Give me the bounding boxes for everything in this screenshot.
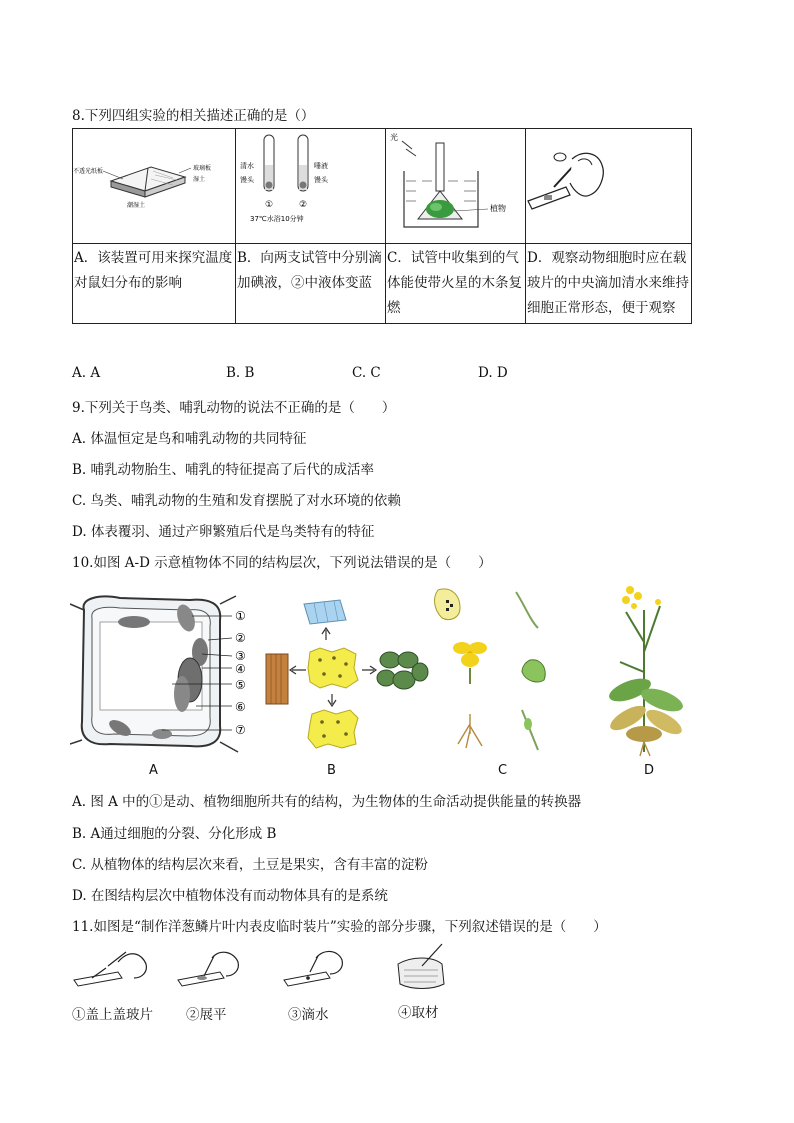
step-drop-water-figure (282, 944, 352, 994)
plant-cell-figure (70, 590, 260, 758)
caption-b: B (327, 763, 336, 778)
cell-label-7: ⑦ (235, 723, 246, 737)
q8-cell-a: A．该装置可用来探究温度对鼠妇分布的影响 (73, 244, 236, 324)
caption-a: A (149, 763, 158, 778)
q10-option-a: A. 图 A 中的①是动、植物细胞所共有的结构，为生物体的生命活动提供能量的转换器 (72, 794, 582, 810)
q9-option-b: B. 哺乳动物胎生、哺乳的特征提高了后代的成活率 (72, 462, 375, 478)
q9-option-a: A. 体温恒定是鸟和哺乳动物的共同特征 (72, 431, 307, 447)
q8-stem: 8.下列四组实验的相关描述正确的是（） (72, 108, 315, 124)
q9-option-c: C. 鸟类、哺乳动物的生殖和发育摆脱了对水环境的依赖 (72, 493, 401, 509)
q8-figure-c (386, 129, 526, 244)
step-3-label: ③滴水 (288, 1007, 329, 1023)
q8-option-c: C. C (352, 365, 381, 381)
organs-figure (430, 584, 560, 756)
step-spread-figure (176, 944, 246, 994)
fig-b-label-1: 清水 (240, 162, 254, 170)
q8-figure-a (73, 129, 236, 244)
step-cover-slip-figure (72, 944, 150, 994)
q9-stem: 9.下列关于鸟类、哺乳动物的说法不正确的是（ ） (72, 400, 396, 416)
fig-b-label-5: ① (265, 200, 274, 210)
fig-b-label-6: ② (299, 200, 308, 210)
cell-label-3: ③ (235, 649, 246, 663)
cell-label-5: ⑤ (235, 678, 246, 692)
fig-c-label-2: 植物 (490, 204, 506, 213)
cell-label-2: ② (235, 631, 246, 645)
fig-b-label-3: 馒头 (240, 176, 254, 184)
q8-option-d: D. D (478, 365, 508, 381)
fig-a-label-4: 潮湿土 (127, 202, 146, 209)
fig-c-label-1: 光 (390, 133, 398, 142)
q10-option-d: D. 在图结构层次中植物体没有而动物体具有的是系统 (72, 888, 388, 904)
step-1-label: ①盖上盖玻片 (72, 1007, 153, 1023)
q8-figure-b (236, 129, 386, 244)
fig-a-label-2: 玻璃板 (193, 165, 212, 172)
step-4-label: ④取材 (398, 1005, 439, 1021)
q10-option-c: C. 从植物体的结构层次来看，土豆是果实，含有丰富的淀粉 (72, 857, 428, 873)
step-take-material-figure (392, 940, 452, 994)
tissues-figure (262, 596, 432, 754)
cell-label-4: ④ (235, 662, 246, 676)
fig-b-label-2: 唾液 (314, 162, 328, 170)
fig-b-label-4: 馒头 (314, 176, 328, 184)
q8-option-b: B. B (226, 365, 255, 381)
q8-cell-d: D．观察动物细胞时应在载玻片的中央滴加清水来维持细胞正常形态，便于观察 (526, 244, 692, 324)
cell-label-1: ① (235, 609, 246, 623)
q8-cell-c: C．试管中收集到的气体能使带火星的木条复燃 (386, 244, 526, 324)
q8-table (72, 128, 692, 324)
fig-b-label-7: 37℃水浴10分钟 (250, 215, 304, 223)
q10-option-b: B. A通过细胞的分裂、分化形成 B (72, 826, 277, 842)
fig-a-label-3: 湿土 (193, 176, 206, 183)
whole-plant-figure (600, 582, 700, 758)
q10-stem: 10.如图 A-D 示意植物体不同的结构层次，下列说法错误的是（ ） (72, 555, 492, 571)
fig-a-label-1: 不透光纸板 (73, 168, 104, 175)
caption-c: C (498, 763, 508, 778)
q11-stem: 11.如图是“制作洋葱鳞片叶内表皮临时装片”实验的部分步骤，下列叙述错误的是（ ） (72, 919, 607, 935)
q8-option-a: A. A (72, 365, 101, 381)
q9-option-d: D. 体表覆羽、通过产卵繁殖后代是鸟类特有的特征 (72, 524, 375, 540)
cell-label-6: ⑥ (235, 700, 246, 714)
q8-figure-d (526, 129, 692, 244)
step-2-label: ②展平 (186, 1007, 227, 1023)
q8-cell-b: B．向两支试管中分别滴加碘液，②中液体变蓝 (236, 244, 386, 324)
caption-d: D (644, 763, 655, 778)
